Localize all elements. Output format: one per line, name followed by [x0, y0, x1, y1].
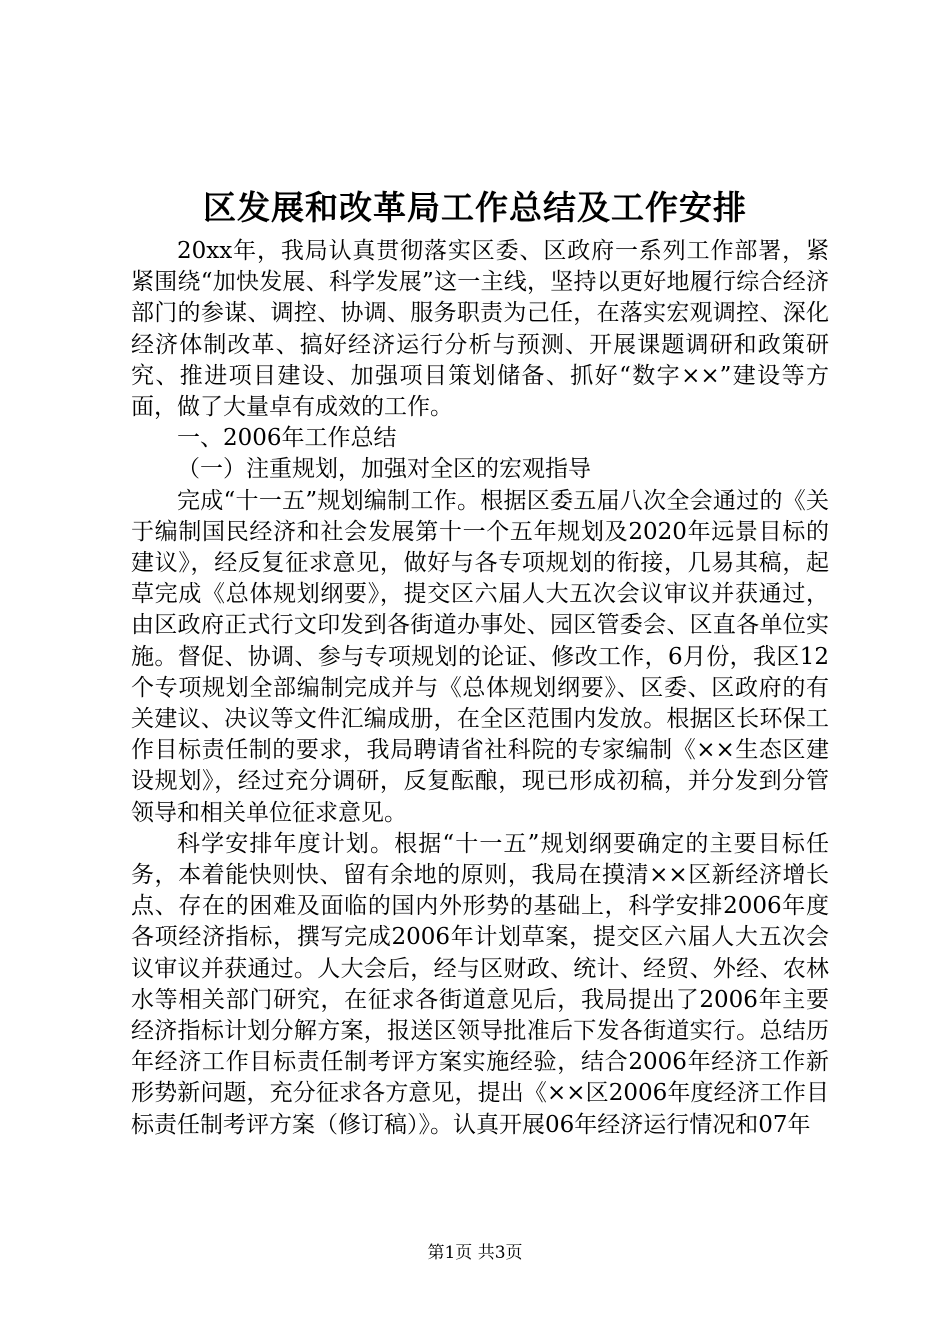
document-title: 区发展和改革局工作总结及工作安排: [203, 188, 747, 227]
paragraph-planning: 完成“十一五”规划编制工作。根据区委五届八次全会通过的《关于编制国民经济和社会发展第十一个五年规划及2020年远景目标的建议》，经反复征求意见，做好与各专项规划的衔接，几易其稿，起草完成《总体规划纲要》，提交区六届人大五次会议审议并获通过，由区政府正式行文印发到各街道办事处、园区管委会、区直各单位实施。督促、协调、参与专项规划的论证、修改工作，6月份，我区12个专项规划全部编制完成并与《总体规划纲要》、区委、区政府的有关建议、决议等文件汇编成册，在全区范围内发放。根据区长环保工作目标责任制的要求，我局聘请省社科院的专家编制《××生态区建设规划》，经过充分调研，反复酝酿，现已形成初稿，并分发到分管领导和相关单位征求意见。: [131, 487, 829, 826]
section-heading: 一、2006年工作总结: [177, 425, 397, 452]
page-number: 第1页 共3页: [427, 1243, 523, 1263]
paragraph-intro: 20xx年，我局认真贯彻落实区委、区政府一系列工作部署，紧紧围绕“加快发展、科学发展”这一主线，坚持以更好地履行综合经济部门的参谋、调控、协调、服务职责为己任，在落实宏观调控、深化经济体制改革、搞好经济运行分析与预测、开展课题调研和政策研究、推进项目建设、加强项目策划储备、抓好“数字××”建设等方面，做了大量卓有成效的工作。: [131, 238, 829, 421]
paragraph-annual-plan: 科学安排年度计划。根据“十一五”规划纲要确定的主要目标任务，本着能快则快、留有余地的原则，我局在摸清××区新经济增长点、存在的困难及面临的国内外形势的基础上，科学安排2006年度各项经济指标，撰写完成2006年计划草案，提交区六届人大五次会议审议并获通过。人大会后，经与区财政、统计、经贸、外经、农林水等相关部门研究，在征求各街道意见后，我局提出了2006年主要经济指标计划分解方案，报送区领导批准后下发各街道实行。总结历年经济工作目标责任制考评方案实施经验，结合2006年经济工作新形势新问题，充分征求各方意见，提出《××区2006年度经济工作目标责任制考评方案（修订稿）》。认真开展06年经济运行情况和07年: [131, 830, 829, 1138]
document-body: [131, 236, 829, 1141]
subsection-heading: （一）注重规划，加强对全区的宏观指导: [177, 456, 591, 483]
